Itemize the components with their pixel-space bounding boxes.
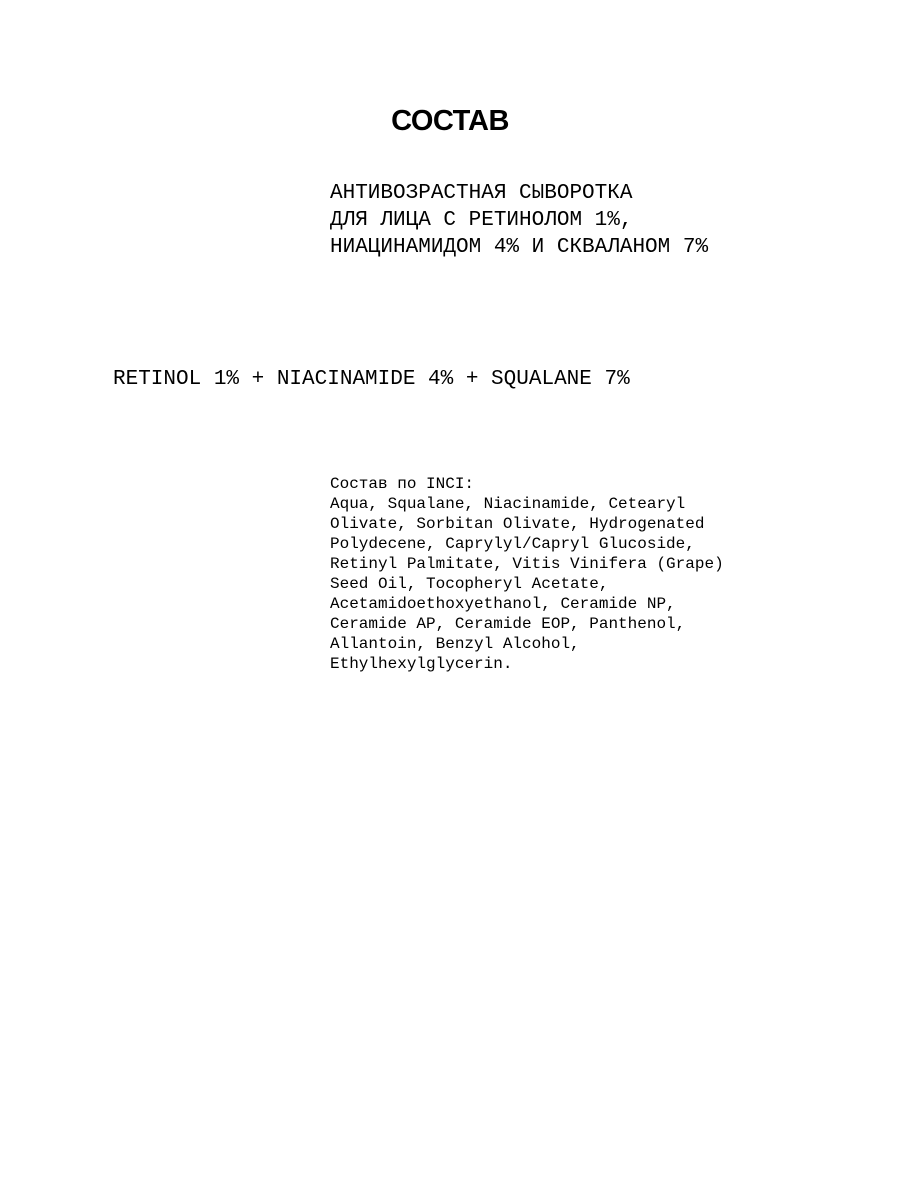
product-title-line: НИАЦИНАМИДОМ 4% И СКВАЛАНОМ 7% — [330, 236, 709, 259]
inci-line: Aqua, Squalane, Niacinamide, Cetearyl — [330, 495, 686, 513]
inci-line: Acetamidoethoxyethanol, Ceramide NP, — [330, 595, 676, 613]
product-title-line: ДЛЯ ЛИЦА С РЕТИНОЛОМ 1%, — [330, 209, 633, 232]
inci-line: Ceramide AP, Ceramide EOP, Panthenol, — [330, 615, 686, 633]
product-title-line: АНТИВОЗРАСТНАЯ СЫВОРОТКА — [330, 182, 633, 205]
product-title — [330, 180, 870, 261]
inci-line: Polydecene, Caprylyl/Capryl Glucoside, — [330, 535, 695, 553]
inci-line: Olivate, Sorbitan Olivate, Hydrogenated — [330, 515, 705, 533]
inci-line: Retinyl Palmitate, Vitis Vinifera (Grape) — [330, 555, 724, 573]
inci-line: Allantoin, Benzyl Alcohol, — [330, 635, 580, 653]
inci-label: Состав по INCI: — [330, 475, 475, 493]
active-ingredients-formula: RETINOL 1% + NIACINAMIDE 4% + SQUALANE 7% — [113, 368, 630, 391]
page-title: СОСТАВ — [391, 105, 509, 138]
inci-line: Seed Oil, Tocopheryl Acetate, — [330, 575, 609, 593]
inci-composition — [330, 474, 850, 674]
inci-line: Ethylhexylglycerin. — [330, 655, 513, 673]
